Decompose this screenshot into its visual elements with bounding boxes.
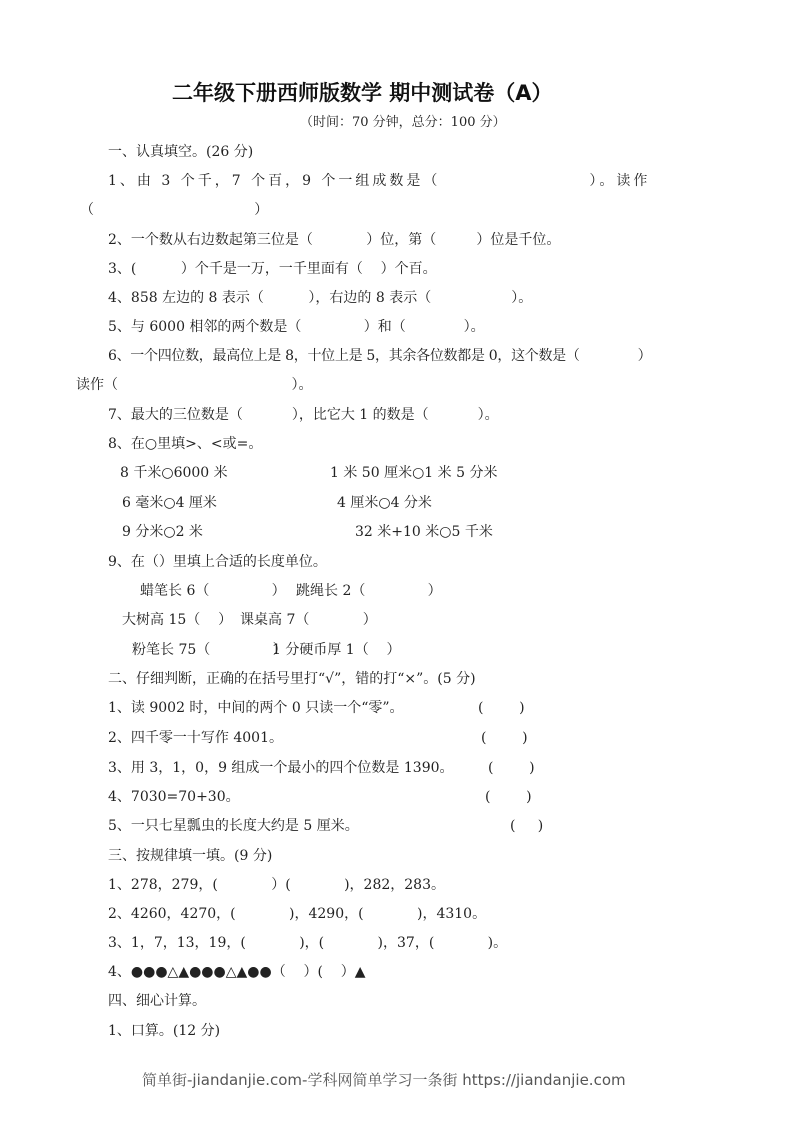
compare-item: 9 分米○2 米: [122, 524, 203, 540]
pattern-item: 3、1，7，13，19，( )，( )，37，( )。: [108, 935, 508, 951]
pattern-item: 1、278，279，( ）( )，282，283。: [108, 877, 445, 893]
judge-item: 4、7030=70+30。: [108, 789, 240, 805]
pattern-item: 2、4260，4270，( )，4290，( )，4310。: [108, 906, 487, 922]
judge-item: 3、用 3，1，0，9 组成一个最小的四个位数是 1390。: [108, 760, 454, 776]
unit-item: 粉笔长 75（ ）: [132, 642, 287, 658]
section-heading: 二、仔细判断，正确的在括号里打“√”，错的打“×”。(5 分): [108, 671, 476, 687]
unit-item: 课桌高 7（ ）: [240, 612, 377, 628]
compare-item: 8 千米○6000 米: [120, 465, 228, 481]
unit-item: 蜡笔长 6（ ）: [140, 583, 286, 599]
question: 1、由 3 个千，7 个百，9 个一组成数是（ ）。读作: [108, 173, 651, 189]
question: 3、( ）个千是一万，一千里面有（ ）个百。: [108, 261, 437, 277]
pattern-item: 4、●●●△▲●●●△▲●●（ ）( ）▲: [108, 964, 366, 980]
question: 6、一个四位数，最高位上是 8，十位上是 5，其余各位数都是 0，这个数是（ ）: [108, 348, 652, 364]
section-heading: 四、细心计算。: [108, 993, 206, 1009]
question: 2、一个数从右边数起第三位是（ ）位，第（ ）位是千位。: [108, 232, 561, 248]
sub-heading: 1、口算。(12 分): [108, 1023, 221, 1039]
judge-item: 2、四千零一十写作 4001。: [108, 730, 283, 746]
question: 9、在（）里填上合适的长度单位。: [108, 554, 327, 570]
answer-paren: ( ): [510, 818, 544, 834]
answer-paren: ( ): [478, 700, 525, 716]
unit-item: 1 分硬币厚 1（ ）: [272, 642, 401, 658]
answer-paren: ( ): [481, 730, 528, 746]
unit-item: 跳绳长 2（ ）: [296, 583, 442, 599]
answer-paren: ( ): [485, 789, 532, 805]
answer-paren: ( ): [488, 760, 535, 776]
question: 5、与 6000 相邻的两个数是（ ）和（ ）。: [108, 319, 485, 335]
judge-item: 5、一只七星瓢虫的长度大约是 5 厘米。: [108, 818, 359, 834]
page-title: 二年级下册西师版数学 期中测试卷（A）: [172, 81, 553, 105]
question-continued: 读作（ ）。: [76, 377, 313, 393]
unit-item: 大树高 15（ ）: [122, 612, 233, 628]
compare-item: 6 毫米○4 厘米: [122, 495, 217, 511]
compare-item: 4 厘米○4 分米: [337, 495, 432, 511]
question: 7、最大的三位数是（ ），比它大 1 的数是（ ）。: [108, 407, 499, 423]
section-heading: 一、认真填空。(26 分): [108, 144, 254, 160]
compare-item: 1 米 50 厘米○1 米 5 分米: [330, 465, 498, 481]
footer-watermark: 简单街-jiandanjie.com-学科网简单学习一条街 https://jiandanjie.com: [142, 1071, 626, 1089]
compare-item: 32 米+10 米○5 千米: [355, 524, 493, 540]
exam-info: （时间：70 分钟，总分：100 分）: [300, 115, 506, 130]
question: 4、858 左边的 8 表示（ ），右边的 8 表示（ ）。: [108, 290, 533, 306]
section-heading: 三、按规律填一填。(9 分): [108, 848, 273, 864]
question-continued: （ ）: [80, 202, 269, 218]
question: 8、在○里填>、<或=。: [108, 436, 263, 452]
judge-item: 1、读 9002 时，中间的两个 0 只读一个“零”。: [108, 700, 404, 716]
